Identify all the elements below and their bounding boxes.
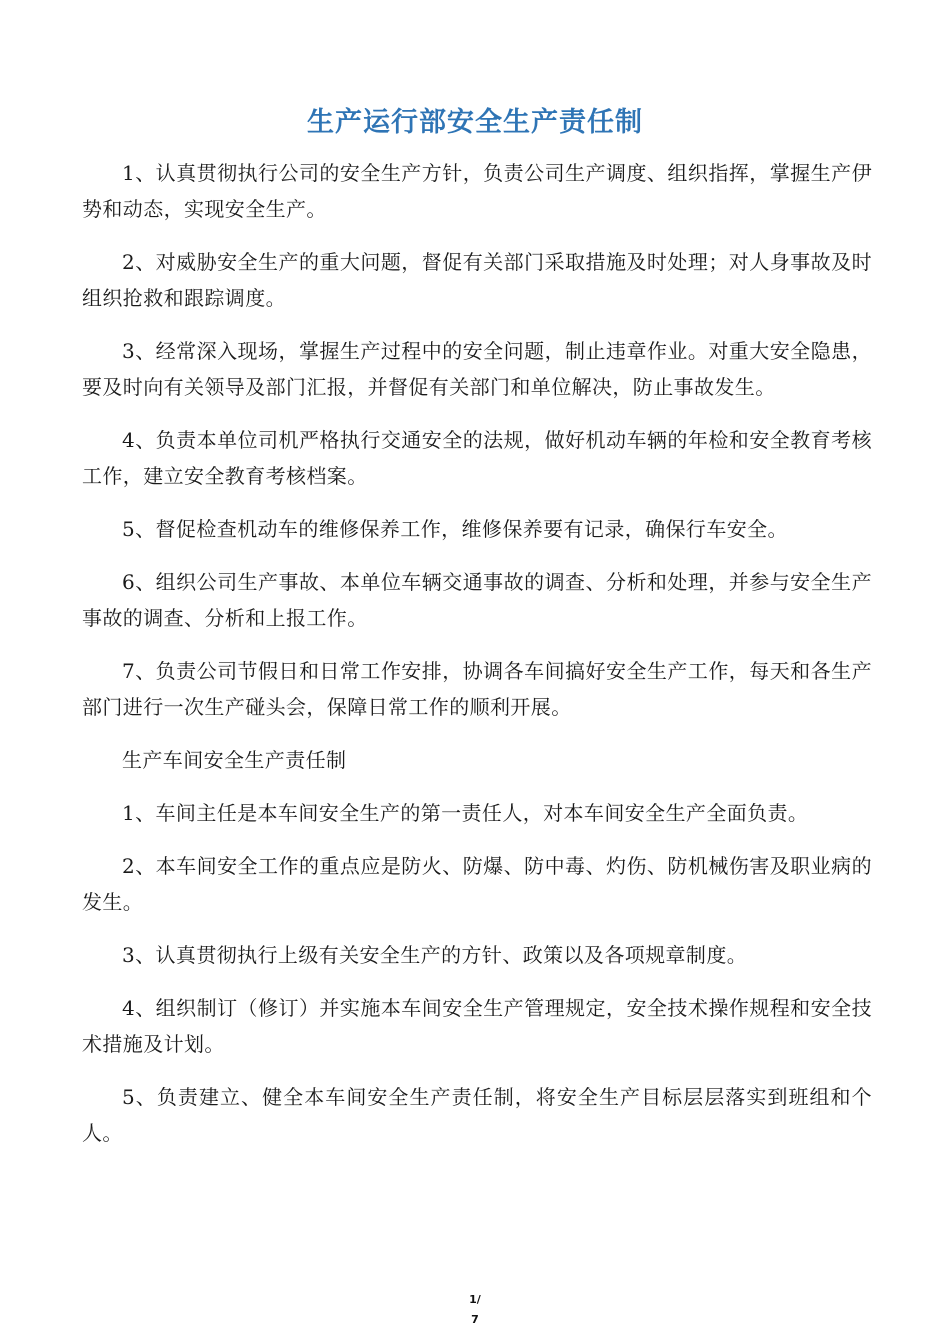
paragraph-11: 4、组织制订（修订）并实施本车间安全生产管理规定，安全技术操作规程和安全技术措施及计划。 (82, 996, 872, 1056)
paragraph-7: 7、负责公司节假日和日常工作安排，协调各车间搞好安全生产工作，每天和各生产部门进行一次生产碰头会，保障日常工作的顺利开展。 (82, 659, 872, 719)
paragraph-10: 3、认真贯彻执行上级有关安全生产的方针、政策以及各项规章制度。 (122, 943, 748, 967)
paragraph-9: 2、本车间安全工作的重点应是防火、防爆、防中毒、灼伤、防机械伤害及职业病的发生。 (82, 854, 872, 914)
document-body (82, 155, 872, 1168)
paragraph-3: 3、经常深入现场，掌握生产过程中的安全问题，制止违章作业。对重大安全隐患，要及时向有关领导及部门汇报，并督促有关部门和单位解决，防止事故发生。 (82, 339, 872, 399)
page-number-current: 1/ (469, 1293, 481, 1306)
document-title: 生产运行部安全生产责任制 (307, 107, 643, 138)
paragraph-6: 6、组织公司生产事故、本单位车辆交通事故的调查、分析和处理，并参与安全生产事故的调查、分析和上报工作。 (82, 570, 872, 630)
page-number-total: 7 (471, 1313, 479, 1326)
paragraph-5: 5、督促检查机动车的维修保养工作，维修保养要有记录，确保行车安全。 (122, 517, 788, 541)
paragraph-12: 5、负责建立、健全本车间安全生产责任制，将安全生产目标层层落实到班组和个人。 (82, 1085, 872, 1145)
paragraph-2: 2、对威胁安全生产的重大问题，督促有关部门采取措施及时处理；对人身事故及时组织抢救和跟踪调度。 (82, 250, 872, 310)
page-number (0, 1290, 950, 1330)
section-heading: 生产车间安全生产责任制 (122, 748, 347, 772)
paragraph-1: 1、认真贯彻执行公司的安全生产方针，负责公司生产调度、组织指挥，掌握生产伊势和动态，实现安全生产。 (82, 161, 872, 221)
paragraph-8: 1、车间主任是本车间安全生产的第一责任人，对本车间安全生产全面负责。 (122, 801, 809, 825)
paragraph-4: 4、负责本单位司机严格执行交通安全的法规，做好机动车辆的年检和安全教育考核工作，建立安全教育考核档案。 (82, 428, 872, 488)
